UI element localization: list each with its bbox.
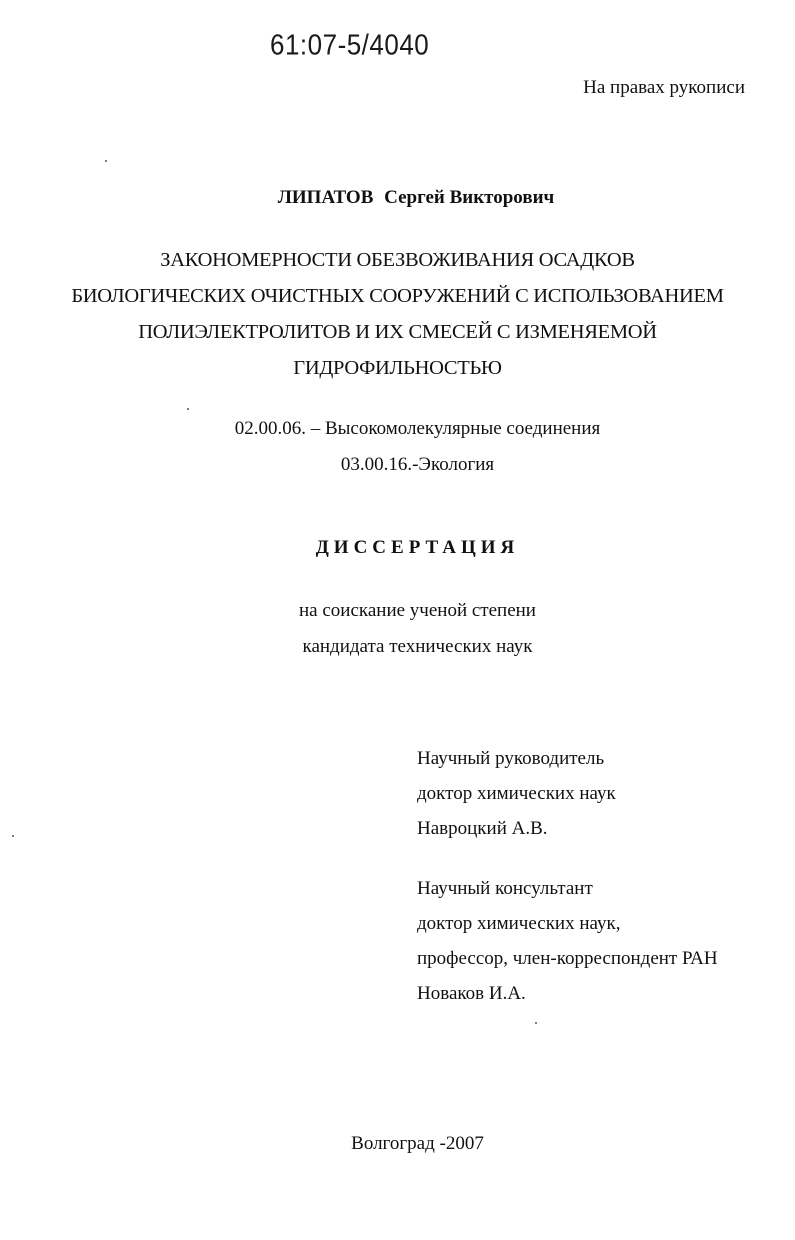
- author-name: [0, 187, 795, 209]
- specialty-code: 03.00.16.-Экология: [340, 454, 495, 475]
- scan-speck: [105, 160, 107, 162]
- title-line: БИОЛОГИЧЕСКИХ ОЧИСТНЫХ СООРУЖЕНИЙ С ИСПОЛЬЗОВАНИЕМ: [71, 285, 724, 307]
- consultant-role: Научный консультант: [417, 878, 593, 899]
- consultant-block: [417, 871, 718, 1011]
- supervisor-degree: доктор химических наук: [417, 783, 616, 804]
- archive-stamp-number: 61:07-5/4040: [270, 28, 430, 61]
- supervisor-role: Научный руководитель: [417, 748, 605, 769]
- specialty-code: 02.00.06. – Высокомолекулярные соединения: [234, 418, 601, 439]
- author-given-names: Сергей Викторович: [384, 187, 555, 208]
- rights-note: На правах рукописи: [583, 77, 745, 98]
- degree-line: кандидата технических наук: [302, 636, 533, 657]
- degree-line: на соискание ученой степени: [299, 600, 536, 621]
- title-line: ЗАКОНОМЕРНОСТИ ОБЕЗВОЖИВАНИЯ ОСАДКОВ: [160, 249, 635, 271]
- author-surname: ЛИПАТОВ: [277, 187, 374, 208]
- consultant-name: Новаков И.А.: [417, 983, 526, 1004]
- title-line: ПОЛИЭЛЕКТРОЛИТОВ И ИХ СМЕСЕЙ С ИЗМЕНЯЕМОЙ: [138, 321, 657, 343]
- supervisor-name: Навроцкий А.В.: [417, 818, 548, 839]
- thesis-title: [60, 242, 735, 386]
- scan-speck: [535, 1022, 537, 1024]
- supervisor-block: [417, 741, 616, 846]
- city-year: Волгоград -2007: [351, 1133, 484, 1154]
- title-line: ГИДРОФИЛЬНОСТЬЮ: [293, 357, 502, 379]
- scan-speck: [187, 408, 189, 410]
- consultant-degree: доктор химических наук,: [417, 913, 621, 934]
- consultant-position: профессор, член-корреспондент РАН: [417, 948, 718, 969]
- scan-speck: [12, 835, 14, 837]
- document-type: ДИССЕРТАЦИЯ: [315, 537, 520, 558]
